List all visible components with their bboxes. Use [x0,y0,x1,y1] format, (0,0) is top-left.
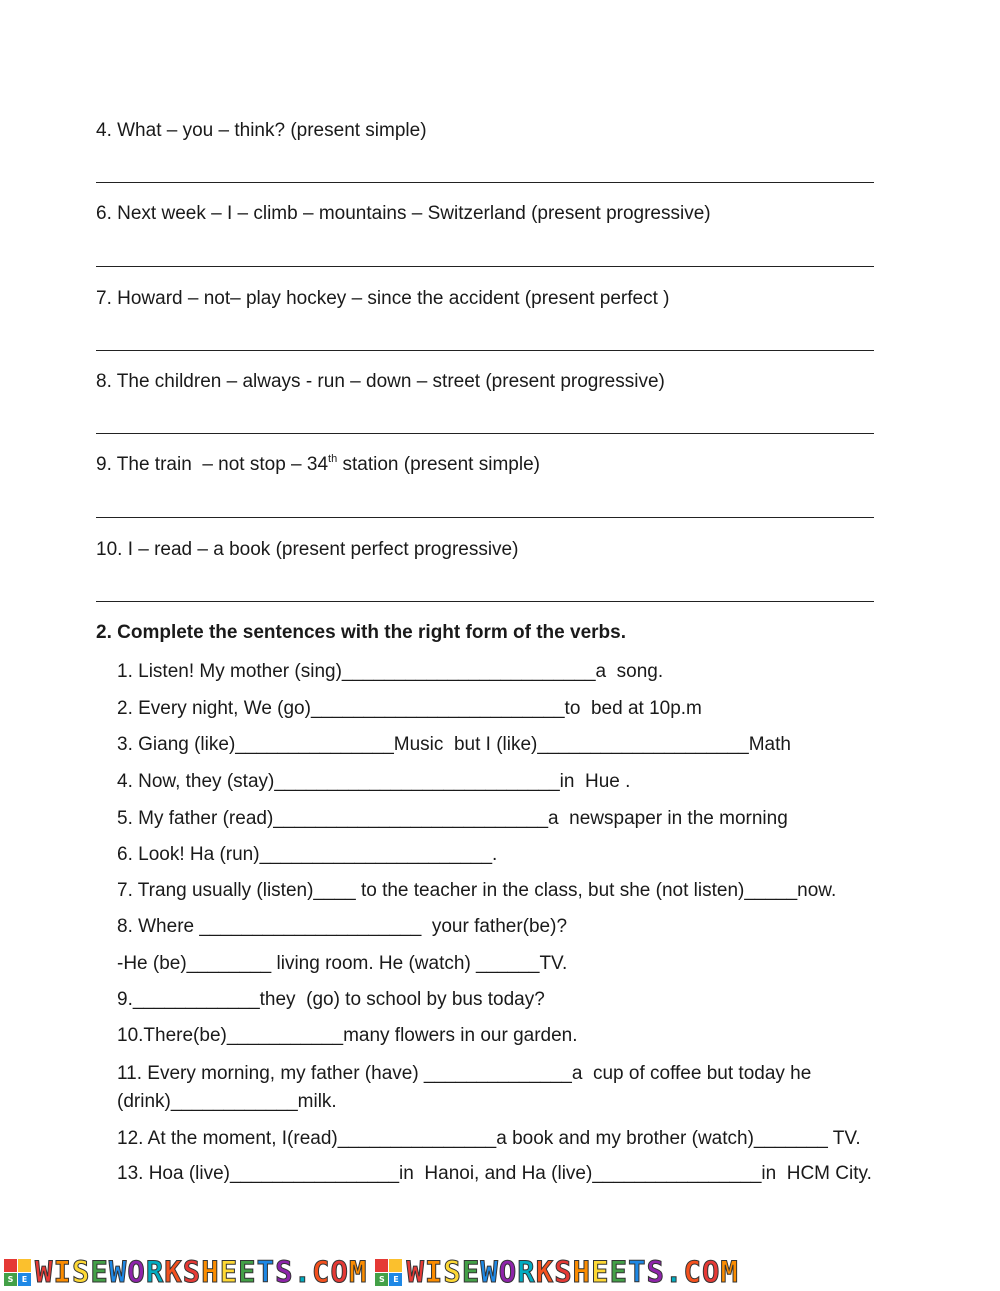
logo-letter: S [646,1255,665,1289]
list-item[interactable]: 10.There(be)___________many flowers in our garden. [117,1025,578,1046]
logo-letter: R [517,1255,536,1289]
logo-letter: R [145,1255,165,1289]
logo-letter: T [256,1255,276,1289]
question-9-tail: station (present simple) [337,454,540,475]
list-item[interactable]: 11. Every morning, my father (have) ______________a cup of coffee but today he [117,1063,812,1084]
footer-watermark [0,1256,1000,1288]
logo-letter: S [275,1255,294,1289]
list-item[interactable]: 4. Now, they (stay)___________________________in Hue . [117,771,631,792]
logo-letter: S [554,1255,573,1289]
question-8: 8. The children – always - run – down – street (present progressive) [96,371,665,392]
logo-letter: E [461,1255,481,1289]
list-item[interactable]: 3. Giang (like)_______________Music but I (like)____________________Math [117,734,791,755]
answer-line[interactable] [96,601,874,602]
logo-letter: O [701,1255,721,1289]
question-10: 10. I – read – a book (present perfect progressive) [96,539,519,560]
logo-letter: O [330,1255,349,1289]
logo-letter: H [201,1255,220,1289]
logo-letter: E [591,1255,610,1289]
answer-line[interactable] [96,517,874,518]
list-item[interactable]: 6. Look! Ha (run)______________________. [117,844,498,865]
logo-letter: M [720,1255,739,1289]
list-item[interactable]: 1. Listen! My mother (sing)________________________a song. [117,661,664,682]
logo-letter: I [53,1255,72,1289]
list-item[interactable]: 12. At the moment, I(read)_______________a book and my brother (watch)_______ TV. [117,1128,861,1149]
answer-line[interactable] [96,433,874,434]
logo-letter: S [443,1255,462,1289]
logo-letter: C [312,1255,331,1289]
logo-letter: . [293,1255,313,1289]
logo [375,1257,738,1287]
logo [4,1257,367,1287]
question-9 [96,453,540,477]
logo-letter: C [683,1255,702,1289]
answer-line[interactable] [96,182,874,183]
logo-tile: S [375,1273,388,1286]
logo-letter: W [480,1255,499,1289]
question-9-sup: th [328,453,338,465]
logo-letter: W [108,1255,128,1289]
logo-letter: W [35,1255,54,1289]
logo-text [35,1255,367,1289]
answer-line[interactable] [96,350,874,351]
logo-letter: S [182,1255,202,1289]
list-item[interactable]: 13. Hoa (live)________________in Hanoi, and Ha (live)________________in HCM City. [117,1163,872,1184]
list-item[interactable]: 7. Trang usually (listen)____ to the teacher in the class, but she (not listen)_____now. [117,880,837,901]
question-9-text: 9. The train – not stop – 34 [96,454,329,475]
logo-tile [375,1259,388,1272]
logo-icon [375,1259,402,1286]
list-item-continued[interactable]: (drink)____________milk. [117,1091,337,1112]
logo-letter: K [535,1255,555,1289]
logo-letter: S [71,1255,91,1289]
logo-letter: . [665,1255,684,1289]
logo-tile: E [18,1273,31,1286]
logo-letter: T [628,1255,647,1289]
logo-tile [389,1259,402,1272]
logo-letter: I [424,1255,444,1289]
logo-letter: O [127,1255,146,1289]
question-6: 6. Next week – I – climb – mountains – Switzerland (present progressive) [96,203,711,224]
question-7: 7. Howard – not– play hockey – since the accident (present perfect ) [96,288,670,309]
logo-tile [4,1259,17,1272]
logo-text [406,1255,738,1289]
logo-letter: E [609,1255,629,1289]
list-item[interactable]: 5. My father (read)__________________________a newspaper in the morning [117,808,788,829]
logo-letter: M [348,1255,368,1289]
logo-tile [18,1259,31,1272]
logo-icon [4,1259,31,1286]
list-item[interactable]: 8. Where _____________________ your father(be)? [117,916,568,937]
list-item[interactable]: -He (be)________ living room. He (watch) ______TV. [117,953,568,974]
list-item[interactable]: 9.____________they (go) to school by bus today? [117,989,545,1010]
logo-letter: E [219,1255,239,1289]
logo-letter: E [238,1255,257,1289]
logo-letter: W [406,1255,425,1289]
exercise-2-heading: 2. Complete the sentences with the right form of the verbs. [96,622,626,643]
logo-letter: O [498,1255,518,1289]
logo-tile: S [4,1273,17,1286]
logo-letter: E [90,1255,109,1289]
answer-line[interactable] [96,266,874,267]
question-4: 4. What – you – think? (present simple) [96,120,427,141]
logo-letter: H [572,1255,592,1289]
list-item[interactable]: 2. Every night, We (go)________________________to bed at 10p.m [117,698,702,719]
logo-tile: E [389,1273,402,1286]
logo-letter: K [164,1255,183,1289]
